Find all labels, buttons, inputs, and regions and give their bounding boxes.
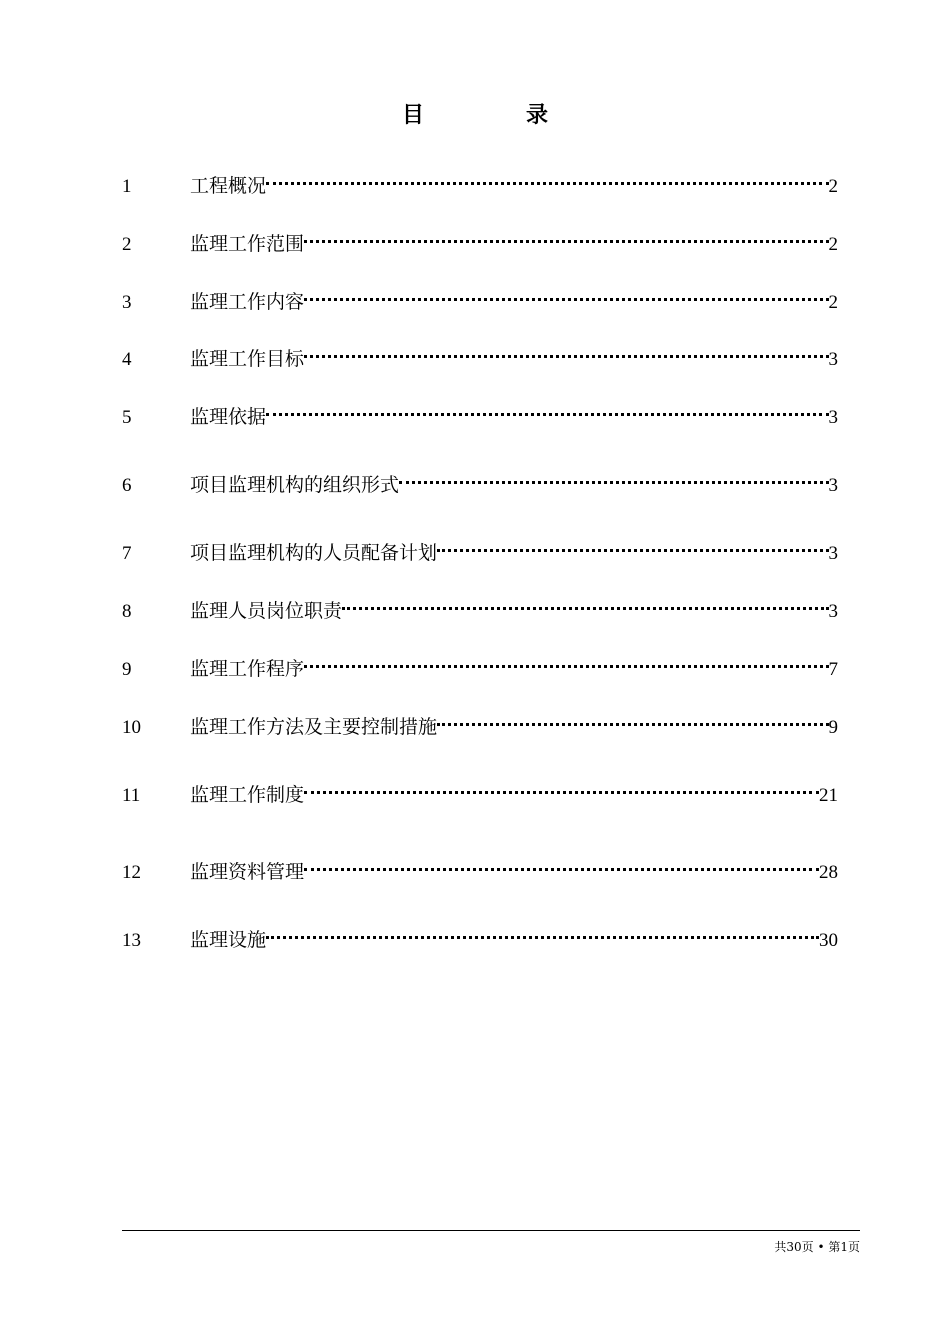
toc-entry-title: 监理工作制度 <box>190 784 305 806</box>
toc-entry-page: 3 <box>828 349 838 370</box>
toc-entry-title: 监理工作程序 <box>190 658 305 680</box>
toc-entry-title: 监理工作方法及主要控制措施 <box>190 716 438 738</box>
toc-entry-page: 3 <box>828 601 838 622</box>
toc-entry-page: 2 <box>828 292 838 313</box>
toc-entry-page: 7 <box>828 659 838 680</box>
toc-entry[interactable] <box>122 591 838 622</box>
toc-entry[interactable] <box>122 224 838 255</box>
toc-entry-title: 监理工作内容 <box>190 291 305 313</box>
toc-entry-number: 6 <box>122 475 132 496</box>
toc-entry-number: 13 <box>122 930 141 951</box>
toc-entry-number: 2 <box>122 234 132 255</box>
toc-entry-title: 项目监理机构的组织形式 <box>190 474 400 496</box>
toc-entry-title: 监理资料管理 <box>190 861 305 883</box>
toc-entry-page: 3 <box>828 475 838 496</box>
toc-entry-number: 4 <box>122 349 132 370</box>
toc-entry[interactable] <box>122 920 838 951</box>
toc-entry[interactable] <box>122 775 838 806</box>
toc-dot-leader <box>342 591 828 617</box>
toc-entry-title: 监理人员岗位职责 <box>190 600 343 622</box>
toc-dot-leader <box>304 649 828 675</box>
toc-dot-leader <box>304 852 819 878</box>
toc-entry-title: 监理依据 <box>190 406 267 428</box>
toc-dot-leader <box>437 707 828 733</box>
toc-entry[interactable] <box>122 707 838 738</box>
toc-entry[interactable] <box>122 649 838 680</box>
toc-entry-number: 1 <box>122 176 132 197</box>
toc-dot-leader <box>399 465 828 491</box>
toc-dot-leader <box>266 166 828 192</box>
toc-dot-leader <box>304 339 828 365</box>
toc-entry-page: 3 <box>828 543 838 564</box>
toc-entry-number: 9 <box>122 659 132 680</box>
toc-entry[interactable] <box>122 339 838 370</box>
page-title: 目 录 <box>401 103 588 128</box>
toc-entry[interactable] <box>122 397 838 428</box>
footer-rule <box>122 1230 860 1231</box>
toc-entry-number: 10 <box>122 717 141 738</box>
toc-entry-page: 30 <box>819 930 838 951</box>
toc-entry-number: 11 <box>122 785 141 806</box>
toc-entry[interactable] <box>122 166 838 197</box>
toc-dot-leader <box>304 282 828 308</box>
toc-dot-leader <box>304 775 819 801</box>
toc-entry[interactable] <box>122 852 838 883</box>
toc-dot-leader <box>266 920 819 946</box>
toc-entry-page: 21 <box>819 785 838 806</box>
toc-dot-leader <box>437 533 828 559</box>
toc-entry-title: 监理工作范围 <box>190 233 305 255</box>
toc-entry[interactable] <box>122 465 838 496</box>
toc-entry-number: 7 <box>122 543 132 564</box>
toc-entry-number: 5 <box>122 407 132 428</box>
toc-entry-page: 9 <box>828 717 838 738</box>
toc-entry-page: 2 <box>828 176 838 197</box>
toc-entry-number: 12 <box>122 862 141 883</box>
toc-entry-title: 监理工作目标 <box>190 348 305 370</box>
toc-entry-number: 3 <box>122 292 132 313</box>
toc-dot-leader <box>304 224 828 250</box>
toc-entry-title: 监理设施 <box>190 929 267 951</box>
toc-entry-page: 3 <box>828 407 838 428</box>
toc-entry[interactable] <box>122 282 838 313</box>
toc-entry-page: 2 <box>828 234 838 255</box>
toc-dot-leader <box>266 397 828 423</box>
page-footer: 共30页 • 第1页 <box>774 1240 860 1254</box>
toc-entry-title: 工程概况 <box>190 175 267 197</box>
toc-entry-page: 28 <box>819 862 838 883</box>
toc-entry-title: 项目监理机构的人员配备计划 <box>190 542 438 564</box>
toc-entry-number: 8 <box>122 601 132 622</box>
toc-entry[interactable] <box>122 533 838 564</box>
